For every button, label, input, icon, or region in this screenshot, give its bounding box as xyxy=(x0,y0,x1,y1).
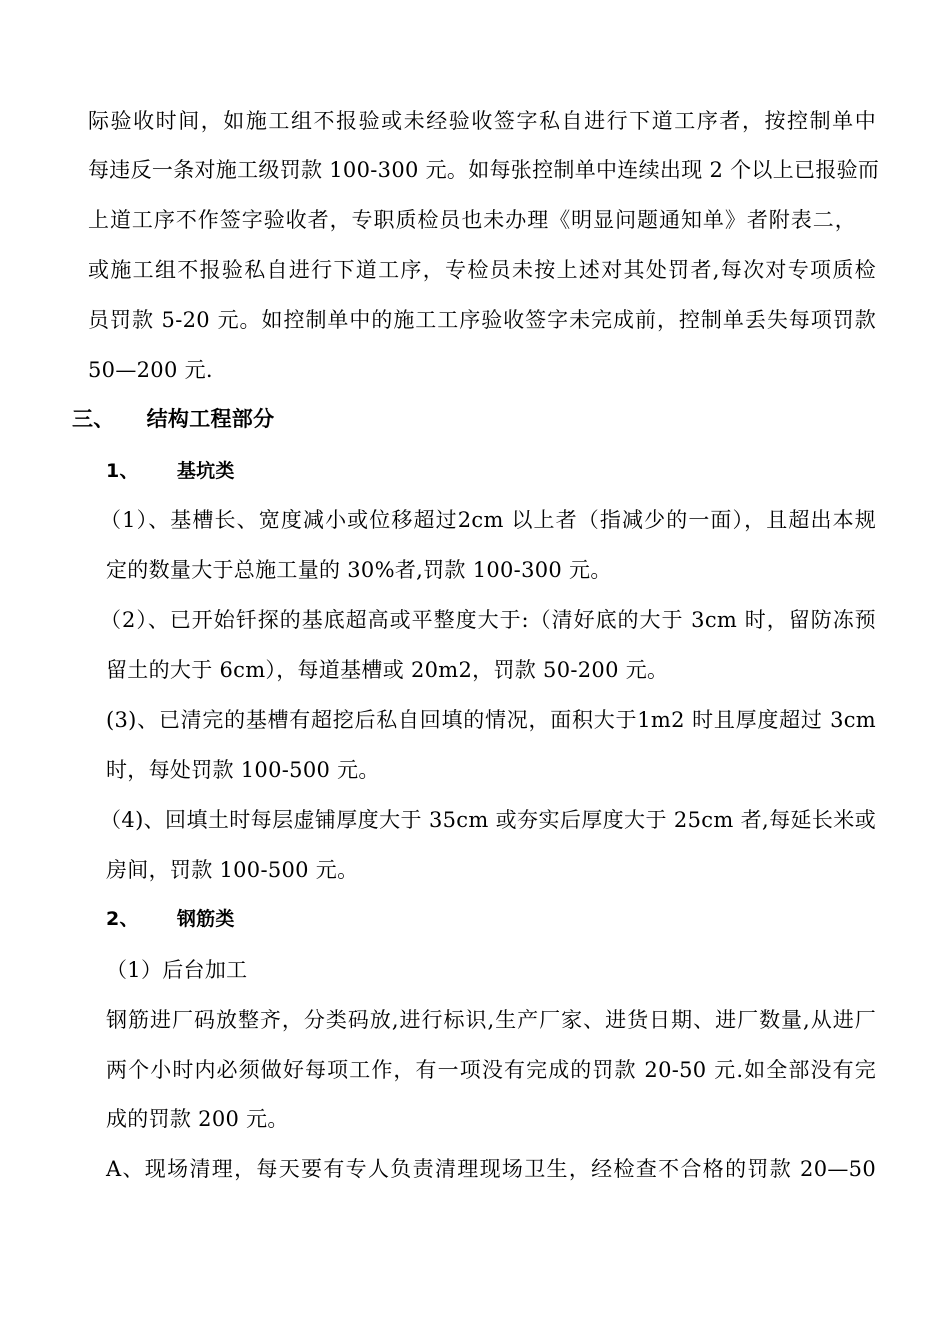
paragraph-line: 两个小时内必须做好每项工作，有一项没有完成的罚款 20-50 元.如全部没有完 xyxy=(106,1058,876,1082)
item-title: （1）后台加工 xyxy=(106,958,248,982)
subsection-title: 钢筋类 xyxy=(176,908,235,930)
subsection-title: 基坑类 xyxy=(176,460,235,482)
list-item-line: （2）、已开始钎探的基底超高或平整度大于:（清好底的大于 3cm 时，留防冻预 xyxy=(100,608,876,632)
list-item-line: (3)、已清完的基槽有超挖后私自回填的情况，面积大于1m2 时且厚度超过 3cm xyxy=(106,708,876,732)
list-item-line: （4)、回填土时每层虚铺厚度大于 35cm 或夯实后厚度大于 25cm 者,每延长米或 xyxy=(100,808,876,832)
list-item-line: 定的数量大于总施工量的 30%者,罚款 100-300 元。 xyxy=(106,558,612,582)
paragraph-line: 50—200 元. xyxy=(88,358,213,382)
list-item-line: （1）、基槽长、宽度减小或位移超过2cm 以上者（指减少的一面），且超出本规 xyxy=(100,508,876,532)
list-item-line: 时，每处罚款 100-500 元。 xyxy=(106,758,380,782)
list-item-line: 房间，罚款 100-500 元。 xyxy=(106,858,359,882)
paragraph-line: 际验收时间，如施工组不报验或未经验收签字私自进行下道工序者，按控制单中 xyxy=(88,109,876,133)
subsection-number: 1、 xyxy=(106,460,139,482)
section-heading xyxy=(72,405,274,433)
subsection-heading xyxy=(106,905,235,933)
paragraph-line: 每违反一条对施工级罚款 100-300 元。如每张控制单中连续出现 2 个以上已报验而 xyxy=(88,158,880,182)
paragraph-line: 或施工组不报验私自进行下道工序，专检员未按上述对其处罚者,每次对专项质检 xyxy=(88,258,876,282)
paragraph-line: 成的罚款 200 元。 xyxy=(106,1107,289,1131)
section-title: 结构工程部分 xyxy=(146,407,275,431)
paragraph-line: 上道工序不作签字验收者，专职质检员也未办理《明显问题通知单》者附表二， xyxy=(88,208,856,232)
list-item-line: 留土的大于 6cm），每道基槽或 20m2，罚款 50-200 元。 xyxy=(106,658,669,682)
section-number: 三、 xyxy=(72,407,115,431)
paragraph-line: 员罚款 5-20 元。如控制单中的施工工序验收签字未完成前，控制单丢失每项罚款 xyxy=(88,308,876,332)
subsection-heading xyxy=(106,457,235,485)
subsection-number: 2、 xyxy=(106,908,139,930)
paragraph-line: A、现场清理，每天要有专人负责清理现场卫生，经检查不合格的罚款 20—50 xyxy=(106,1157,876,1181)
paragraph-line: 钢筋进厂码放整齐，分类码放,进行标识,生产厂家、进货日期、进厂数量,从进厂 xyxy=(106,1008,876,1032)
